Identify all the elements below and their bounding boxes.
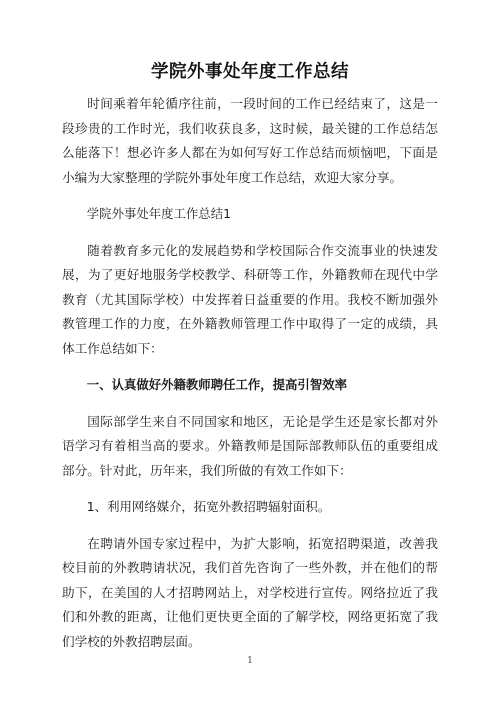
document-title: 学院外事处年度工作总结 <box>151 62 349 82</box>
page-number: 1 <box>247 656 253 666</box>
intro-paragraph: 时间乘着年轮循序往前，一段时间的工作已经结束了，这是一段珍贵的工作时光，我们收获良多，这时候，最关键的工作总结怎么能落下！想必许多人都在为如何写好工作总结而烦恼吧，下面是小编为大家整理的学院外事处年度工作总结，欢迎大家分享。 <box>62 96 438 185</box>
section-heading: 一、认真做好外籍教师聘任工作，提高引智效率 <box>86 377 347 392</box>
body-paragraph: 随着教育多元化的发展趋势和学校国际合作交流事业的快速发展，为了更好地服务学校教学、科研等工作，外籍教师在现代中学教育（尤其国际学校）中发挥着日益重要的作用。我校不断加强外教管理工作的力度，在外籍教师管理工作中取得了一定的成绩，具体工作总结如下： <box>62 242 438 356</box>
body-paragraph: 国际部学生来自不同国家和地区，无论是学生还是家长都对外语学习有着相当高的要求。外籍教师是国际部教师队伍的重要组成部分。针对此，历年来，我们所做的有效工作如下： <box>62 413 438 478</box>
document-body <box>62 92 438 666</box>
list-item-heading: 1、利用网络媒介，拓宽外教招聘辐射面积。 <box>86 499 331 514</box>
body-paragraph: 在聘请外国专家过程中，为扩大影响，拓宽招聘渠道，改善我校目前的外教聘请状况，我们首先咨询了一些外教，并在他们的帮助下，在美国的人才招聘网站上，对学校进行宣传。网络拉近了我们和外教的距离，让他们更快更全面的了解学校，网络更拓宽了我们学校的外教招聘层面。 <box>62 535 438 649</box>
summary-heading: 学院外事处年度工作总结1 <box>86 206 231 221</box>
